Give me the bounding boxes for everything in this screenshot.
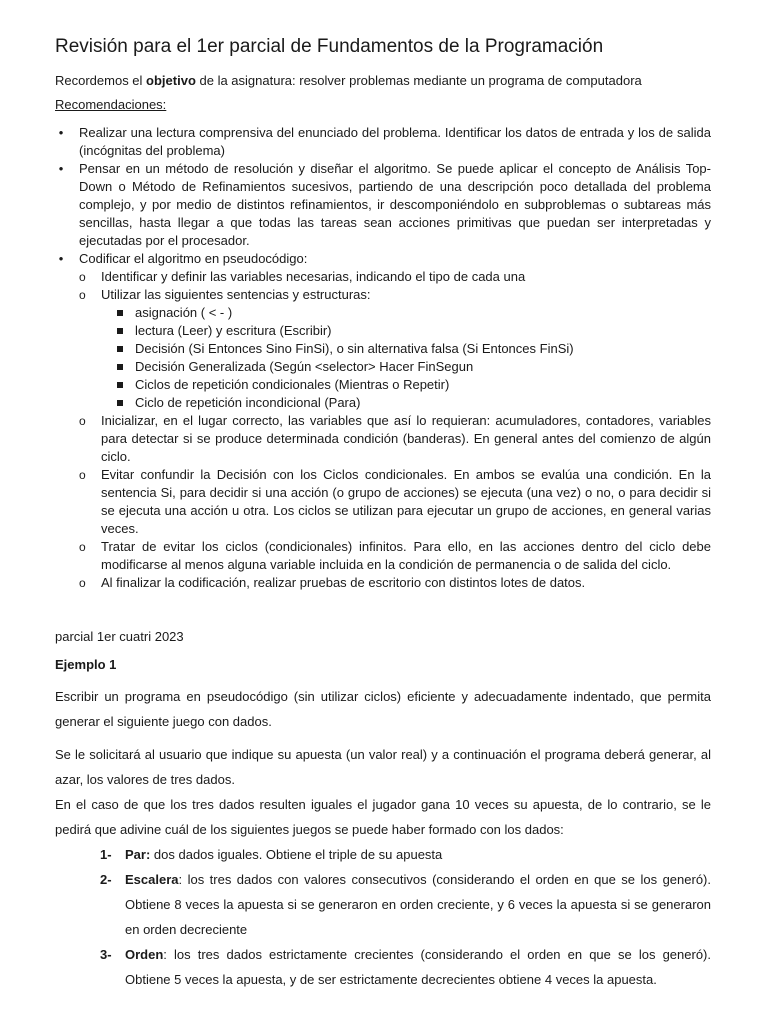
bullet-marker: • [58,251,64,266]
square-bullet-icon [117,328,123,334]
game-name: Orden [125,947,164,962]
list-item [55,124,711,160]
sub-bullet-text: Evitar confundir la Decisión con los Ciclos condicionales. En ambos se evalúa una condición. En la sentencia Si, para decidir si una acción (o grupo de acciones) se ejecuta (una vez) o no, o para decidir si se ejecuta una acción u otra. Los ciclos se utilizan para ejecutar un grupo de acciones, en general varias veces. [101,467,711,536]
document-title: Revisión para el 1er parcial de Fundamentos de la Programación [55,36,604,57]
structure-text: lectura (Leer) y escritura (Escribir) [135,323,332,338]
structure-text: Decisión (Si Entonces Sino FinSi), o sin alternativa falsa (Si Entonces FinSi) [135,341,574,356]
intro-paragraph [55,72,711,90]
game-text: : los tres dados con valores consecutivos (considerando el orden en que se los generó). Obtiene 8 veces la apuesta si se generaron en orden creciente, y 6 veces la apuesta si se generaron en orden decreciente [125,872,711,937]
sub-list-item [79,412,711,466]
sub-list-item [79,466,711,538]
sub-bullet-text: Utilizar las siguientes sentencias y estructuras: [101,287,371,302]
recommendations-list [55,124,711,592]
sub-list-item [79,286,711,412]
square-bullet-icon [117,346,123,352]
structures-list [101,304,711,412]
list-item [55,160,711,250]
example-paragraph-1: Escribir un programa en pseudocódigo (sin utilizar ciclos) eficiente y adecuadamente indentado, que permita generar el siguiente juego con dados. [55,689,711,729]
game-name: Escalera [125,872,179,887]
structure-item [117,376,711,394]
intro-after: de la asignatura: resolver problemas mediante un programa de computadora [195,73,642,88]
game-text: : los tres dados estrictamente crecientes (considerando el orden en que se los generó). Obtiene 5 veces la apuesta, y de ser estrictamente decrecientes obtiene 4 veces la apuesta. [125,947,711,987]
structure-text: Ciclo de repetición incondicional (Para) [135,395,361,410]
sub-bullet-marker: o [79,288,86,302]
game-text: dos dados iguales. Obtiene el triple de su apuesta [150,847,443,862]
bullet-marker: • [58,161,64,176]
structure-text: asignación ( < - ) [135,305,233,320]
game-number: 3- [100,947,112,962]
intro-bold: objetivo [146,73,196,88]
square-bullet-icon [117,400,123,406]
sub-bullet-marker: o [79,576,86,590]
game-number: 1- [100,847,112,862]
sub-bullet-marker: o [79,468,86,482]
sub-bullet-marker: o [79,540,86,554]
sub-bullet-marker: o [79,270,86,284]
structure-item [117,322,711,340]
structure-item [117,304,711,322]
sub-bullet-text: Identificar y definir las variables necesarias, indicando el tipo de cada una [101,269,526,284]
games-list [55,842,711,992]
square-bullet-icon [117,310,123,316]
game-item [100,842,711,867]
sub-bullet-text: Tratar de evitar los ciclos (condicionales) infinitos. Para ello, en las acciones dentro del ciclo debe modificarse al menos alguna variable incluida en la condición de permanencia o de salida del ciclo. [101,539,711,572]
structure-text: Decisión Generalizada (Según <selector> Hacer FinSegun [135,359,474,374]
structure-item [117,394,711,412]
recommendations-heading: Recomendaciones: [55,97,167,112]
sub-bullet-text: Al finalizar la codificación, realizar pruebas de escritorio con distintos lotes de datos. [101,575,586,590]
game-name: Par: [125,847,151,862]
sub-list-item [79,268,711,286]
intro-before: Recordemos el [55,73,147,88]
example-paragraph-3: En el caso de que los tres dados resulten iguales el jugador gana 10 veces su apuesta, de lo contrario, se le pedirá que adivine cuál de los siguientes juegos se puede haber formado con los dados: [55,797,711,837]
bullet-text: Realizar una lectura comprensiva del enunciado del problema. Identificar los datos de entrada y los de salida (incógnitas del problema) [79,125,711,158]
game-number: 2- [100,872,112,887]
example-title-text: Ejemplo 1 [55,657,117,672]
sub-bullet-text: Inicializar, en el lugar correcto, las variables que así lo requieran: acumuladores, contadores, variables para detectar si se produce determinada condición (banderas). En general antes del comienzo de algún ciclo. [101,413,711,464]
bullet-text: Pensar en un método de resolución y diseñar el algoritmo. Se puede aplicar el concepto de Análisis Top-Down o Método de Refinamientos sucesivos, partiendo de una descripción poco detallada del problema complejo, y por medio de distintos refinamientos, ir descomponiéndolo en subproblemas o subtareas más sencillas, hasta llegar a que todas las tareas sean acciones primitivas que puedan ser interpretadas y ejecutadas por el procesador. [79,161,711,248]
example-title [55,656,711,674]
game-item [100,942,711,992]
square-bullet-icon [117,382,123,388]
structure-item [117,340,711,358]
bullet-marker: • [58,125,64,140]
game-item [100,867,711,942]
example-paragraph-2: Se le solicitará al usuario que indique su apuesta (un valor real) y a continuación el programa deberá generar, al azar, los valores de tres dados. [55,747,711,787]
square-bullet-icon [117,364,123,370]
exam-label: parcial 1er cuatri 2023 [55,629,184,644]
bullet-text: Codificar el algoritmo en pseudocódigo: [79,251,308,266]
list-item [55,250,711,592]
structure-item [117,358,711,376]
sub-list-item [79,538,711,574]
coding-sublist [79,268,711,592]
structure-text: Ciclos de repetición condicionales (Mientras o Repetir) [135,377,450,392]
sub-bullet-marker: o [79,414,86,428]
sub-list-item [79,574,711,592]
